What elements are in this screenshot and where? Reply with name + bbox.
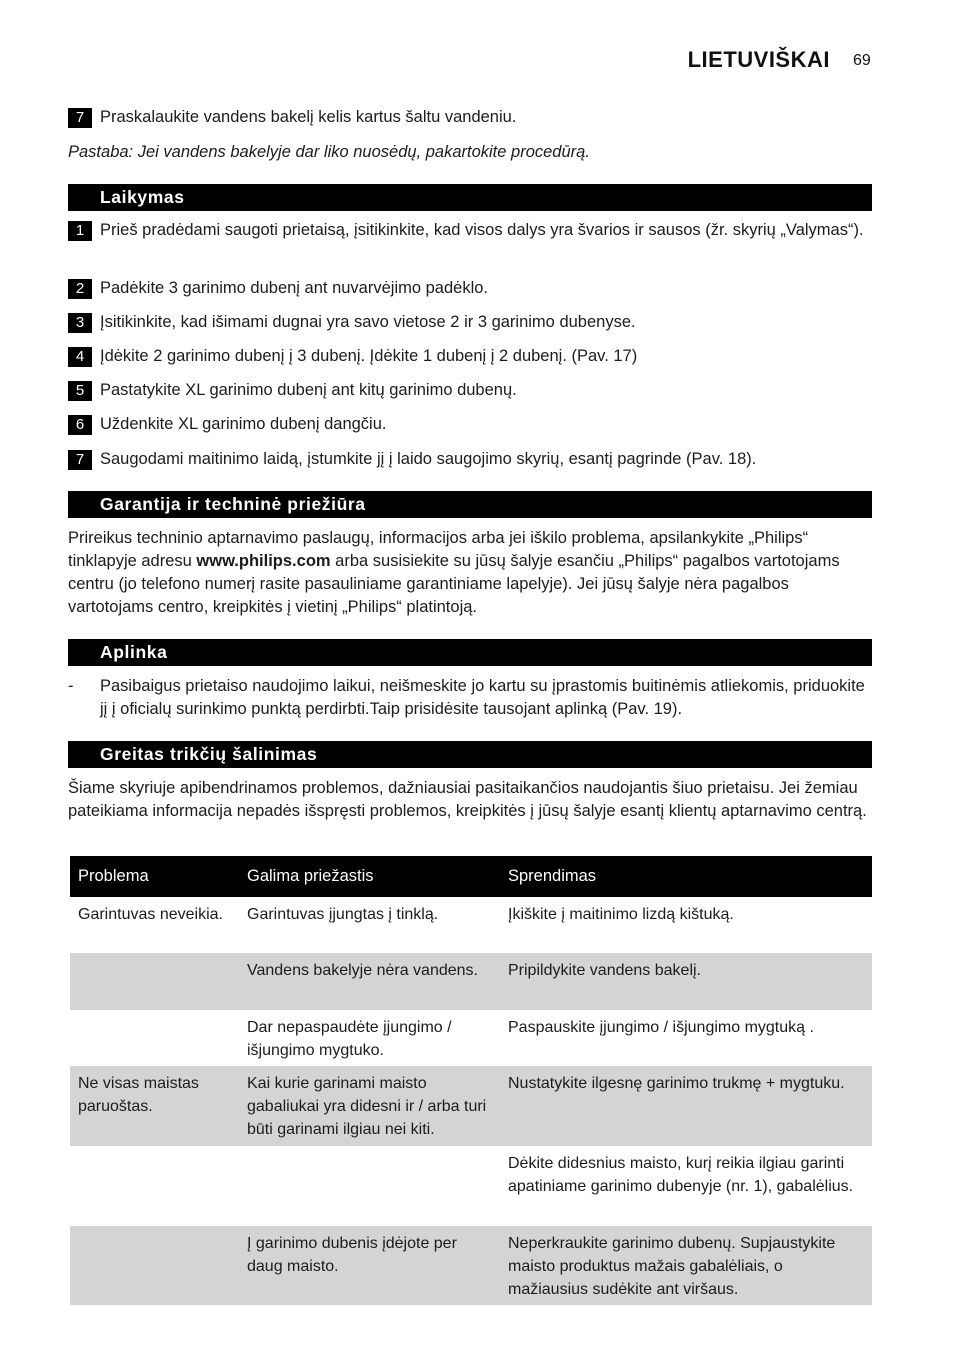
page-number: 69 <box>853 52 871 69</box>
storage-step <box>68 311 872 334</box>
step-number-badge: 7 <box>68 108 92 128</box>
storage-step <box>68 219 872 242</box>
problem-cell <box>70 953 239 1010</box>
cleaning-step <box>68 106 872 129</box>
cause-cell: Vandens bakelyje nėra vandens. <box>239 953 500 1010</box>
solution-cell: Nustatykite ilgesnę garinimo trukmę + mygtuku. <box>500 1066 872 1146</box>
cause-cell: Garintuvas įjungtas į tinklą. <box>247 906 439 923</box>
storage-step <box>68 448 872 471</box>
column-header-solution: Sprendimas <box>500 856 872 897</box>
step-number-badge: 6 <box>68 415 92 435</box>
storage-step <box>68 413 872 436</box>
problem-cell <box>70 1226 239 1305</box>
section-bar-storage <box>68 184 872 211</box>
cause-cell <box>239 1146 500 1226</box>
guarantee-text-start: Prireikus techninio aptarnavimo paslaugų, informacijos arba jei iškilo problema, apsilankykite „Philips“ tinklapyje adresu <box>68 529 809 570</box>
section-title: Aplinka <box>100 642 168 662</box>
problem-cell: Garintuvas neveikia. <box>78 906 223 923</box>
cause-cell: Į garinimo dubenis įdėjote per daug maisto. <box>239 1226 500 1305</box>
solution-cell: Dėkite didesnius maisto, kurį reikia ilgiau garinti apatiniame garinimo dubenyje (nr. 1), gabalėlius. <box>508 1155 854 1195</box>
column-header-cause: Galima priežastis <box>239 856 500 897</box>
troubleshooting-table <box>70 856 872 1305</box>
section-bar-environment <box>68 639 872 666</box>
section-bar-guarantee <box>68 491 872 518</box>
step-text: Pastatykite XL garinimo dubenį ant kitų garinimo dubenų. <box>100 381 517 399</box>
cause-cell: Dar nepaspaudėte įjungimo / išjungimo mygtuko. <box>247 1019 452 1059</box>
cause-cell: Kai kurie garinami maisto gabaliukai yra didesni ir / arba turi būti garinami ilgiau nei kiti. <box>239 1066 500 1146</box>
step-number-badge: 1 <box>68 221 92 241</box>
step-text: Saugodami maitinimo laidą, įstumkite jį į laido saugojimo skyrių, esantį pagrinde (Pav. 18). <box>100 450 757 468</box>
table-row <box>70 897 872 953</box>
section-title: Laikymas <box>100 187 185 207</box>
philips-website-link: www.philips.com <box>196 552 331 570</box>
step-text: Praskalaukite vandens bakelį kelis kartus šaltu vandeniu. <box>100 108 517 126</box>
solution-cell: Neperkraukite garinimo dubenų. Supjaustykite maisto produktus mažais gabalėliais, o mažiausius sudėkite ant viršaus. <box>500 1226 872 1305</box>
solution-cell: Įkiškite į maitinimo lizdą kištuką. <box>508 906 734 923</box>
problem-cell <box>70 1010 239 1066</box>
troubleshooting-intro: Šiame skyriuje apibendrinamos problemos, dažniausiai pasitaikančios naudojantis šiuo prietaisu. Jei žemiau pateikiama informacija nepadės išspręsti problemos, kreipkitės į jūsų šalyje esantį klientų aptarnavimo centrą. <box>68 779 867 820</box>
step-text: Prieš pradėdami saugoti prietaisą, įsitikinkite, kad visos dalys yra švarios ir sausos (žr. skyrių „Valymas“). <box>100 221 864 239</box>
step-number-badge: 7 <box>68 450 92 470</box>
environment-bullet-item <box>68 675 872 721</box>
step-text: Įdėkite 2 garinimo dubenį į 3 dubenį. Įdėkite 1 dubenį į 2 dubenį. (Pav. 17) <box>100 347 638 365</box>
table-row <box>70 953 872 1010</box>
table-row <box>70 1010 872 1066</box>
step-text: Padėkite 3 garinimo dubenį ant nuvarvėjimo padėklo. <box>100 279 488 297</box>
guarantee-text-end: arba susisiekite su jūsų šalyje esančiu „Philips“ pagalbos vartotojams centru (jo telefono numerį rasite pasauliniame garantiniame lapelyje). Jei jūsų šalyje nėra pagalbos vartotojams centro, kreipkitės į vietinį „Philips“ platintoją. <box>68 552 840 616</box>
table-row <box>70 1226 872 1305</box>
problem-cell <box>70 1146 239 1226</box>
step-text: Įsitikinkite, kad išimami dugnai yra savo vietose 2 ir 3 garinimo dubenyse. <box>100 313 636 331</box>
section-bar-troubleshooting <box>68 741 872 768</box>
column-header-problem: Problema <box>70 856 239 897</box>
storage-step <box>68 379 872 402</box>
table-row <box>70 1146 872 1226</box>
problem-cell: Ne visas maistas paruoštas. <box>70 1066 239 1146</box>
solution-cell: Pripildykite vandens bakelį. <box>500 953 872 1010</box>
step-text: Uždenkite XL garinimo dubenį dangčiu. <box>100 415 387 433</box>
step-number-badge: 2 <box>68 279 92 299</box>
note-text: Pastaba: Jei vandens bakelyje dar liko nuosėdų, pakartokite procedūrą. <box>68 143 590 161</box>
section-title: Greitas trikčių šalinimas <box>100 744 318 764</box>
section-title: Garantija ir techninė priežiūra <box>100 494 366 514</box>
step-number-badge: 5 <box>68 381 92 401</box>
language-heading: LIETUVIŠKAI <box>687 47 830 72</box>
table-row <box>70 1066 872 1146</box>
solution-cell: Paspauskite įjungimo / išjungimo mygtuką . <box>508 1019 814 1036</box>
bullet-text: Pasibaigus prietaiso naudojimo laikui, neišmeskite jo kartu su įprastomis buitinėmis atliekomis, priduokite jį į oficialų surinkimo punktą perdirbti.Taip prisidėsite tausojant aplinką (Pav. 19). <box>100 677 865 718</box>
storage-step <box>68 345 872 368</box>
step-number-badge: 4 <box>68 347 92 367</box>
storage-step <box>68 277 872 300</box>
guarantee-paragraph <box>68 527 872 619</box>
step-number-badge: 3 <box>68 313 92 333</box>
table-header-row <box>70 856 872 897</box>
bullet-dash: - <box>68 677 74 695</box>
